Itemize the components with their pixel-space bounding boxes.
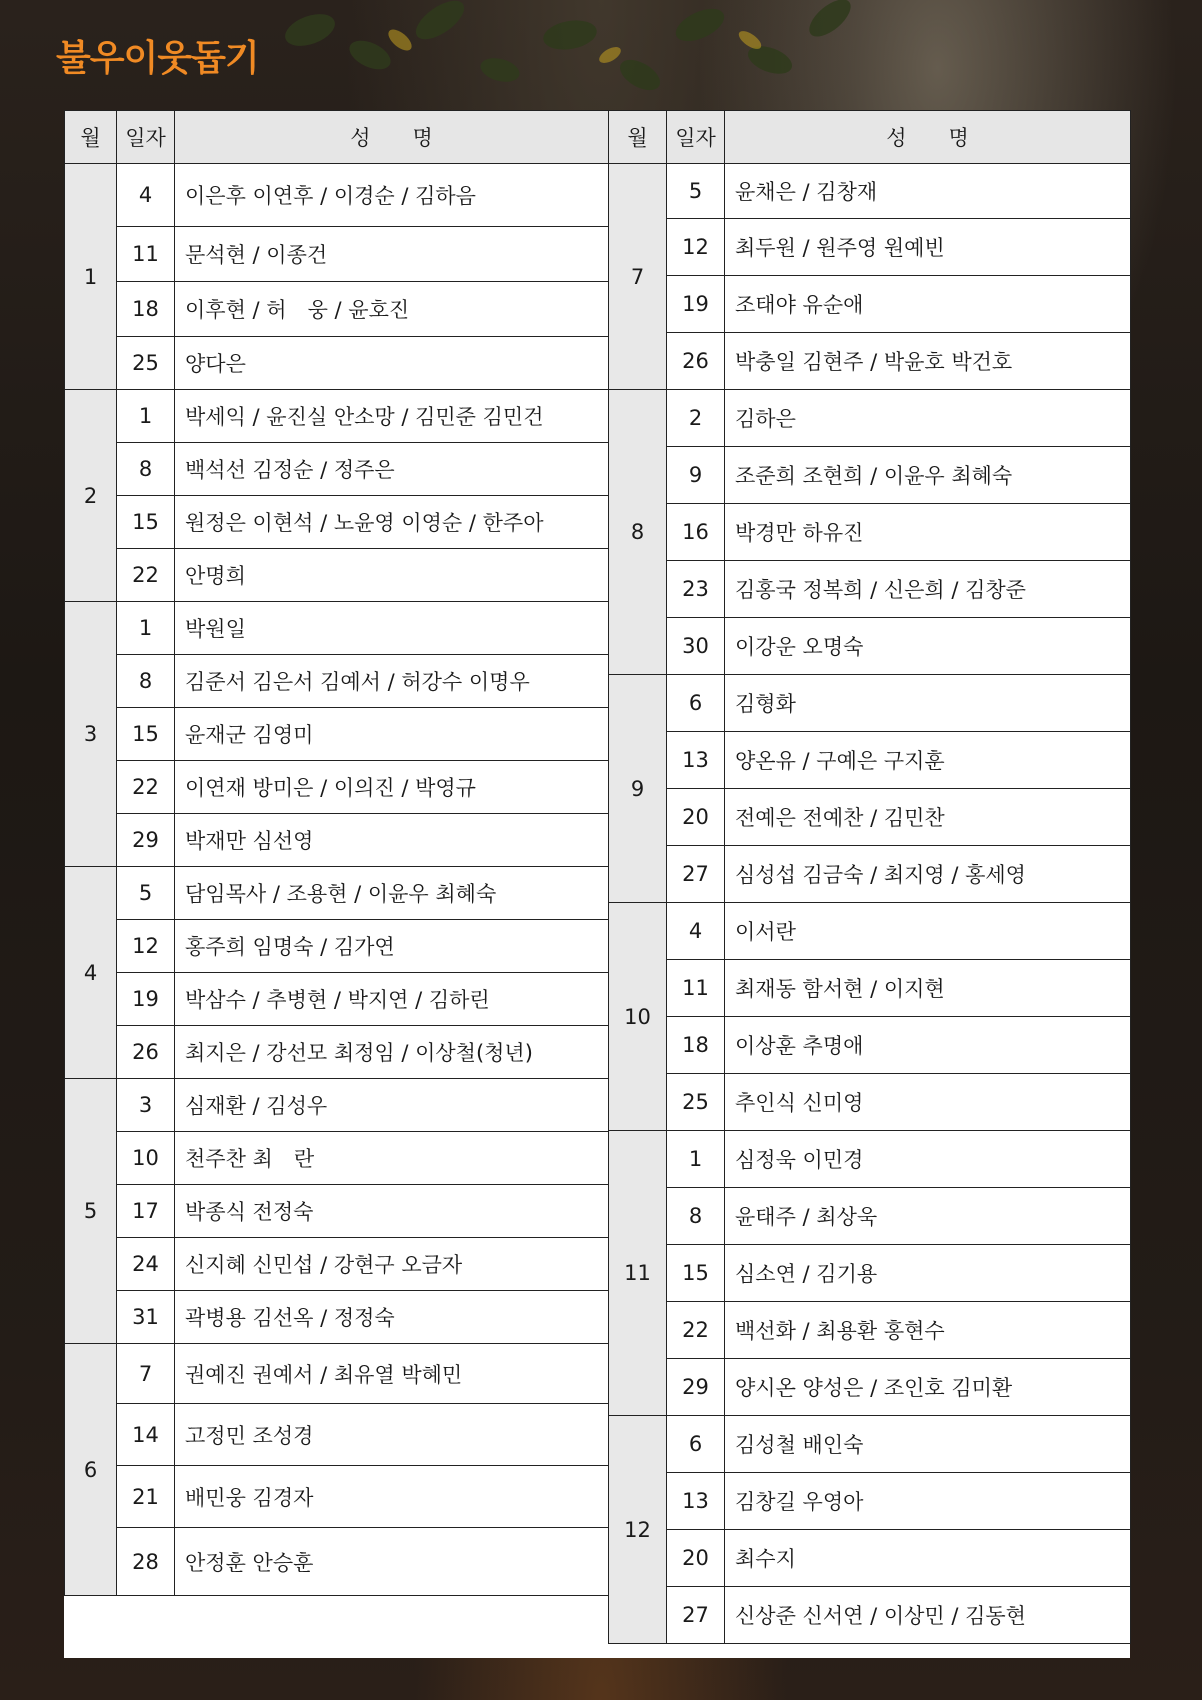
- table-row: [609, 846, 1131, 903]
- names-cell: 양시온 양성은 / 조인호 김미환: [725, 1359, 1131, 1416]
- table-row: [609, 1530, 1131, 1587]
- month-cell: 5: [65, 1079, 117, 1344]
- day-cell: 23: [667, 561, 725, 618]
- day-cell: 25: [117, 337, 175, 390]
- names-cell: 이서란: [725, 903, 1131, 960]
- table-row: [609, 1587, 1131, 1644]
- names-cell: 박충일 김현주 / 박윤호 박건호: [725, 333, 1131, 390]
- day-cell: 8: [667, 1188, 725, 1245]
- day-cell: 1: [117, 602, 175, 655]
- day-cell: 16: [667, 504, 725, 561]
- table-row: [609, 276, 1131, 333]
- table-row: [609, 333, 1131, 390]
- names-cell: 문석현 / 이종건: [175, 227, 609, 282]
- month-cell: 8: [609, 390, 667, 675]
- names-cell: 김창길 우영아: [725, 1473, 1131, 1530]
- day-cell: 4: [667, 903, 725, 960]
- table-row: [65, 282, 609, 337]
- names-cell: 박재만 심선영: [175, 814, 609, 867]
- names-cell: 담임목사 / 조용현 / 이윤우 최혜숙: [175, 867, 609, 920]
- month-cell: 9: [609, 675, 667, 903]
- table-row: [609, 504, 1131, 561]
- day-cell: 12: [117, 920, 175, 973]
- table-row: [65, 337, 609, 390]
- table-row: [609, 789, 1131, 846]
- month-cell: 2: [65, 390, 117, 602]
- table-row: [65, 549, 609, 602]
- names-cell: 전예은 전예찬 / 김민찬: [725, 789, 1131, 846]
- table-row: [65, 227, 609, 282]
- table-row: [609, 960, 1131, 1017]
- day-cell: 26: [117, 1026, 175, 1079]
- day-cell: 19: [667, 276, 725, 333]
- names-cell: 배민웅 김경자: [175, 1466, 609, 1528]
- day-cell: 3: [117, 1079, 175, 1132]
- day-cell: 20: [667, 1530, 725, 1587]
- schedule-sheet: [64, 110, 1130, 1658]
- day-cell: 15: [117, 708, 175, 761]
- names-cell: 이연재 방미은 / 이의진 / 박영규: [175, 761, 609, 814]
- day-cell: 19: [117, 973, 175, 1026]
- names-cell: 양온유 / 구예은 구지훈: [725, 732, 1131, 789]
- table-row: [65, 973, 609, 1026]
- header-name: 성 명: [175, 111, 609, 164]
- names-cell: 곽병용 김선옥 / 정정숙: [175, 1291, 609, 1344]
- day-cell: 11: [117, 227, 175, 282]
- table-row: [609, 1131, 1131, 1188]
- names-cell: 박삼수 / 추병현 / 박지연 / 김하린: [175, 973, 609, 1026]
- day-cell: 13: [667, 1473, 725, 1530]
- month-cell: 3: [65, 602, 117, 867]
- table-row: [65, 708, 609, 761]
- names-cell: 홍주희 임명숙 / 김가연: [175, 920, 609, 973]
- table-row: [65, 1079, 609, 1132]
- names-cell: 심소연 / 김기용: [725, 1245, 1131, 1302]
- names-cell: 김홍국 정복희 / 신은희 / 김창준: [725, 561, 1131, 618]
- names-cell: 박경만 하유진: [725, 504, 1131, 561]
- schedule-body-right: [609, 164, 1131, 1644]
- day-cell: 25: [667, 1074, 725, 1131]
- names-cell: 안명희: [175, 549, 609, 602]
- table-row: [609, 164, 1131, 219]
- names-cell: 박원일: [175, 602, 609, 655]
- header-month: 월: [609, 111, 667, 164]
- table-row: [609, 1245, 1131, 1302]
- day-cell: 28: [117, 1528, 175, 1596]
- day-cell: 26: [667, 333, 725, 390]
- names-cell: 최두원 / 원주영 원예빈: [725, 219, 1131, 276]
- names-cell: 조태야 유순애: [725, 276, 1131, 333]
- foliage-decoration: [250, 0, 1010, 110]
- schedule-table-left: [64, 110, 609, 1596]
- table-row: [65, 1238, 609, 1291]
- day-cell: 31: [117, 1291, 175, 1344]
- day-cell: 1: [667, 1131, 725, 1188]
- day-cell: 17: [117, 1185, 175, 1238]
- day-cell: 21: [117, 1466, 175, 1528]
- names-cell: 심성섭 김금숙 / 최지영 / 홍세영: [725, 846, 1131, 903]
- names-cell: 윤태주 / 최상욱: [725, 1188, 1131, 1245]
- day-cell: 20: [667, 789, 725, 846]
- names-cell: 최수지: [725, 1530, 1131, 1587]
- names-cell: 양다은: [175, 337, 609, 390]
- month-cell: 12: [609, 1416, 667, 1644]
- table-row: [65, 164, 609, 227]
- day-cell: 22: [667, 1302, 725, 1359]
- day-cell: 18: [117, 282, 175, 337]
- month-cell: 11: [609, 1131, 667, 1416]
- table-header-row: [609, 111, 1131, 164]
- names-cell: 원정은 이현석 / 노윤영 이영순 / 한주아: [175, 496, 609, 549]
- names-cell: 심재환 / 김성우: [175, 1079, 609, 1132]
- table-row: [65, 1344, 609, 1404]
- table-row: [65, 1026, 609, 1079]
- header-day: 일자: [117, 111, 175, 164]
- day-cell: 30: [667, 618, 725, 675]
- day-cell: 6: [667, 675, 725, 732]
- names-cell: 심정욱 이민경: [725, 1131, 1131, 1188]
- names-cell: 박종식 전정숙: [175, 1185, 609, 1238]
- table-row: [609, 561, 1131, 618]
- names-cell: 백선화 / 최용환 홍현수: [725, 1302, 1131, 1359]
- table-row: [65, 814, 609, 867]
- table-row: [609, 1416, 1131, 1473]
- day-cell: 15: [667, 1245, 725, 1302]
- names-cell: 최재동 함서현 / 이지현: [725, 960, 1131, 1017]
- day-cell: 12: [667, 219, 725, 276]
- table-row: [609, 1074, 1131, 1131]
- names-cell: 박세익 / 윤진실 안소망 / 김민준 김민건: [175, 390, 609, 443]
- day-cell: 7: [117, 1344, 175, 1404]
- names-cell: 이은후 이연후 / 이경순 / 김하음: [175, 164, 609, 227]
- table-row: [65, 920, 609, 973]
- day-cell: 29: [117, 814, 175, 867]
- table-row: [609, 1302, 1131, 1359]
- table-row: [65, 1528, 609, 1596]
- day-cell: 22: [117, 761, 175, 814]
- table-row: [65, 1132, 609, 1185]
- names-cell: 권예진 권예서 / 최유열 박혜민: [175, 1344, 609, 1404]
- names-cell: 이상훈 추명애: [725, 1017, 1131, 1074]
- names-cell: 안정훈 안승훈: [175, 1528, 609, 1596]
- names-cell: 윤재군 김영미: [175, 708, 609, 761]
- day-cell: 5: [117, 867, 175, 920]
- table-row: [609, 390, 1131, 447]
- table-row: [65, 655, 609, 708]
- header-name: 성 명: [725, 111, 1131, 164]
- table-row: [609, 675, 1131, 732]
- month-cell: 7: [609, 164, 667, 390]
- names-cell: 김하은: [725, 390, 1131, 447]
- names-cell: 신지혜 신민섭 / 강현구 오금자: [175, 1238, 609, 1291]
- header-day: 일자: [667, 111, 725, 164]
- day-cell: 4: [117, 164, 175, 227]
- names-cell: 신상준 신서연 / 이상민 / 김동현: [725, 1587, 1131, 1644]
- table-row: [65, 1291, 609, 1344]
- day-cell: 8: [117, 443, 175, 496]
- day-cell: 9: [667, 447, 725, 504]
- table-row: [65, 1466, 609, 1528]
- day-cell: 5: [667, 164, 725, 219]
- schedule-body-left: [65, 164, 609, 1596]
- names-cell: 백석선 김정순 / 정주은: [175, 443, 609, 496]
- day-cell: 11: [667, 960, 725, 1017]
- day-cell: 8: [117, 655, 175, 708]
- page-title: 불우이웃돕기: [56, 38, 259, 79]
- names-cell: 윤채은 / 김창재: [725, 164, 1131, 219]
- day-cell: 27: [667, 846, 725, 903]
- names-cell: 김준서 김은서 김예서 / 허강수 이명우: [175, 655, 609, 708]
- names-cell: 김형화: [725, 675, 1131, 732]
- table-row: [609, 732, 1131, 789]
- day-cell: 27: [667, 1587, 725, 1644]
- names-cell: 이강운 오명숙: [725, 618, 1131, 675]
- day-cell: 14: [117, 1404, 175, 1466]
- names-cell: 최지은 / 강선모 최정임 / 이상철(청년): [175, 1026, 609, 1079]
- names-cell: 고정민 조성경: [175, 1404, 609, 1466]
- names-cell: 추인식 신미영: [725, 1074, 1131, 1131]
- table-row: [609, 618, 1131, 675]
- table-row: [609, 1188, 1131, 1245]
- table-row: [65, 496, 609, 549]
- day-cell: 1: [117, 390, 175, 443]
- table-row: [609, 1473, 1131, 1530]
- table-row: [65, 443, 609, 496]
- table-row: [65, 1185, 609, 1238]
- day-cell: 18: [667, 1017, 725, 1074]
- names-cell: 천주찬 최 란: [175, 1132, 609, 1185]
- names-cell: 조준희 조현희 / 이윤우 최혜숙: [725, 447, 1131, 504]
- month-cell: 10: [609, 903, 667, 1131]
- table-row: [609, 903, 1131, 960]
- day-cell: 22: [117, 549, 175, 602]
- schedule-table-right: [608, 110, 1131, 1644]
- month-cell: 6: [65, 1344, 117, 1596]
- table-header-row: [65, 111, 609, 164]
- table-row: [65, 390, 609, 443]
- table-row: [65, 867, 609, 920]
- day-cell: 15: [117, 496, 175, 549]
- table-row: [609, 219, 1131, 276]
- month-cell: 1: [65, 164, 117, 390]
- table-row: [65, 761, 609, 814]
- names-cell: 이후현 / 허 웅 / 윤호진: [175, 282, 609, 337]
- day-cell: 2: [667, 390, 725, 447]
- month-cell: 4: [65, 867, 117, 1079]
- day-cell: 13: [667, 732, 725, 789]
- header-month: 월: [65, 111, 117, 164]
- table-row: [65, 602, 609, 655]
- day-cell: 29: [667, 1359, 725, 1416]
- day-cell: 6: [667, 1416, 725, 1473]
- day-cell: 10: [117, 1132, 175, 1185]
- day-cell: 24: [117, 1238, 175, 1291]
- table-row: [65, 1404, 609, 1466]
- table-row: [609, 1017, 1131, 1074]
- names-cell: 김성철 배인숙: [725, 1416, 1131, 1473]
- table-row: [609, 1359, 1131, 1416]
- table-row: [609, 447, 1131, 504]
